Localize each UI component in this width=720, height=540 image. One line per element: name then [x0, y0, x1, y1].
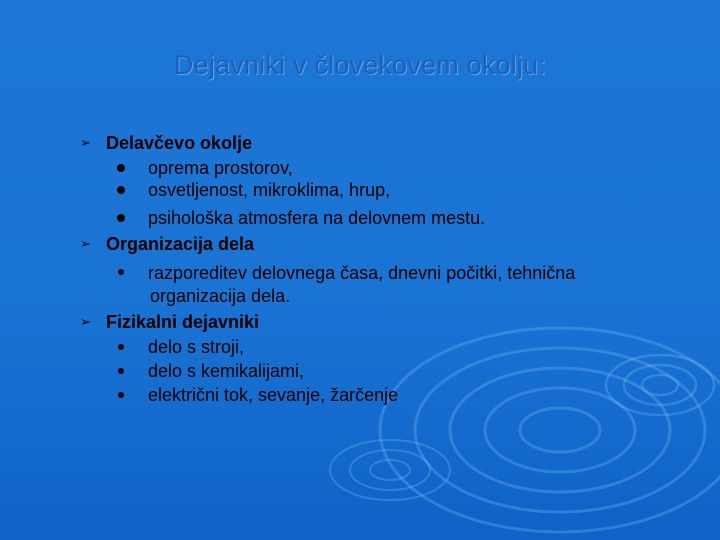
arrowhead-icon: ➢: [80, 135, 91, 150]
list-subitem: delo s stroji,: [148, 337, 245, 357]
arrowhead-icon: ➢: [80, 236, 91, 251]
dot-icon: [117, 186, 125, 194]
arrowhead-icon: ➢: [80, 314, 91, 329]
slide-title: Dejavniki v človekovem okolju:: [173, 50, 547, 80]
list-subitem: oprema prostorov,: [148, 158, 293, 178]
list-subitem: razporeditev delovnega časa, dnevni počitki, tehnična: [148, 263, 576, 283]
list-subitem: delo s kemikalijami,: [148, 361, 305, 381]
dot-icon: [118, 392, 124, 398]
dot-icon: [117, 214, 125, 222]
dot-icon: [118, 269, 124, 275]
dot-icon: [118, 344, 124, 350]
list-item-label: Fizikalni dejavniki: [106, 312, 260, 332]
list-item-label: Delavčevo okolje: [106, 133, 253, 153]
list-subitem: osvetljenost, mikroklima, hrup,: [148, 180, 391, 200]
list-subitem: psihološka atmosfera na delovnem mestu.: [148, 208, 486, 228]
list-subitem-continuation: organizacija dela.: [150, 286, 291, 306]
dot-icon: [117, 164, 125, 172]
dot-icon: [118, 368, 124, 374]
list-item-label: Organizacija dela: [106, 234, 255, 254]
list-subitem: električni tok, sevanje, žarčenje: [148, 385, 399, 405]
